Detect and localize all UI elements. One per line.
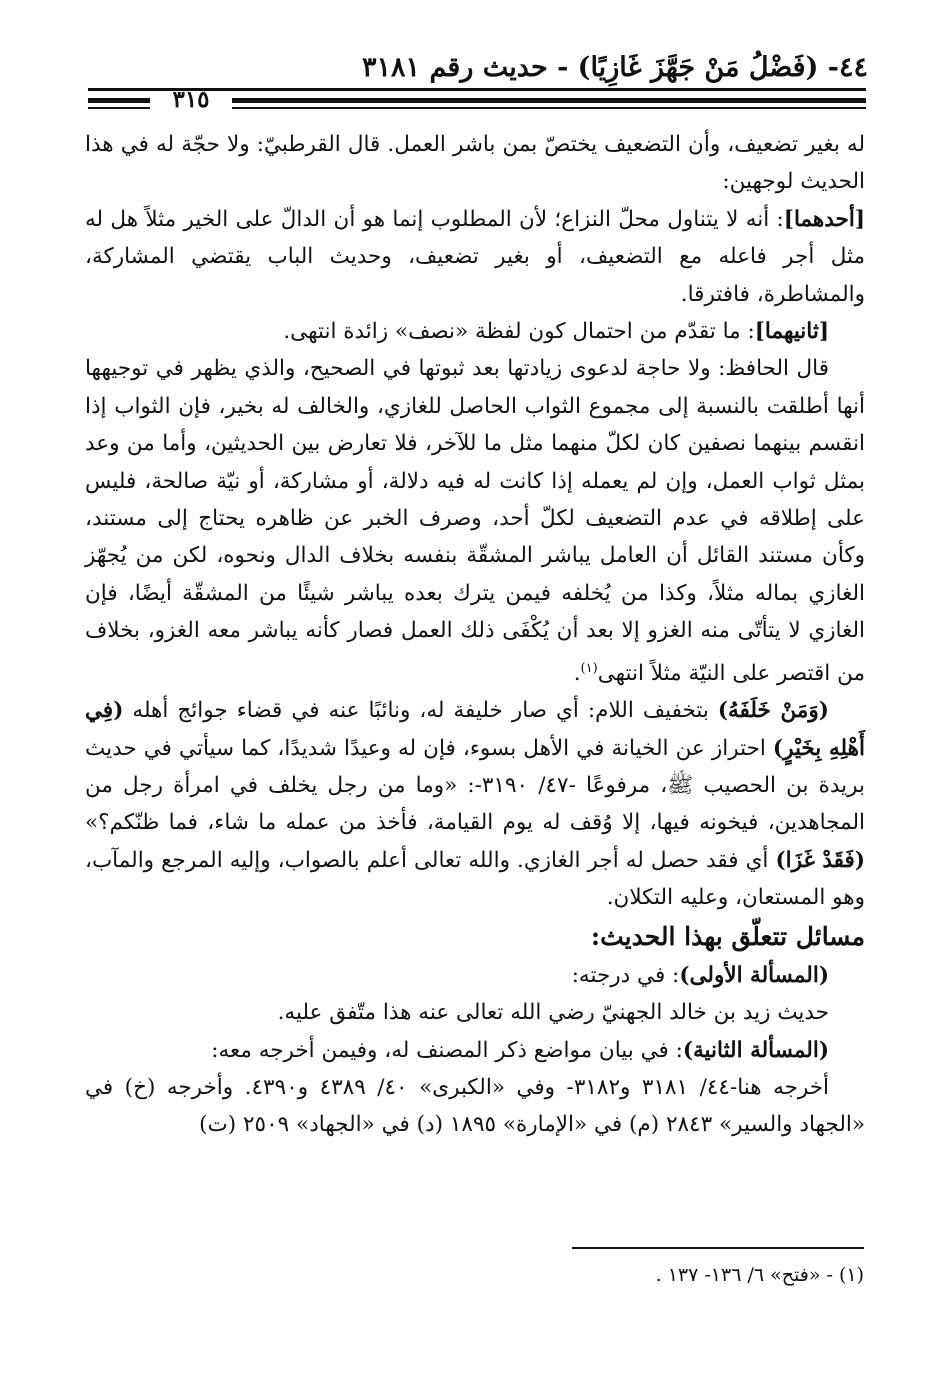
quote-label-2: (فِي أَهْلِهِ بِخَيْرٍ) [85, 698, 865, 761]
paragraph-5-text-1: بتخفيف اللام: أي صار خليفة له، ونائبًا عنه في قضاء جوائج أهله [123, 698, 718, 724]
paragraph-3 [85, 313, 865, 350]
footnote: (١) - «فتح» ٦/ ١٣٦- ١٣٧ . [655, 1264, 864, 1286]
issue-1-title: : في درجته: [571, 962, 680, 988]
header-rule-left-thin [88, 107, 150, 109]
paragraph-4-text: قال الحافظ: ولا حاجة لدعوى زيادتها بعد ثبوتها في الصحيح، والذي يظهر في توجيهها أنها أطلقت بالنسبة إلى مجموع الثواب الحاصل للغازي، والخالف له بخير، فإن الثواب إذا انقسم بينهما نصفين كان لكلّ منهما مثل ما للآخر، فلا تعارض بين الحديثين، وأما من وعد بمثل ثواب العمل، وإن لم يعمله إذا كانت له فيه دلالة، أو مشاركة، أو نيّة صالحة، فليس على إطلاقه في عدم التضعيف لكلّ أحد، وصرف الخبر عن ظاهره يحتاج إلى مستند، وكأن مستند القائل أن العامل يباشر المشقّة بنفسه بخلاف الدال ونحوه، لكن من يُجهّز الغازي بماله مثلاً، وكذا من يُخلفه فيمن يترك بعده يباشر شيئًا من المشقّة أيضًا، فإن الغازي لا يتأتّى منه الغزو إلا بعد أن يُكْفَى ذلك العمل فصار كأنه يباشر معه الغزو، بخلاف من اقتصر على النيّة مثلاً انتهى [85, 356, 865, 686]
issue-2-body: أخرجه هنا-٤٤/ ٣١٨١ و٣١٨٢- وفي «الكبرى» ٤٠/ ٤٣٨٩ و٤٣٩٠. وأخرجه (خ) في «الجهاد والسير» ٢٨٤٣ (م) في «الإمارة» ١٨٩٥ (د) في «الجهاد» ٢٥٠٩ (ت) [85, 1074, 865, 1138]
issue-1-body: حديث زيد بن خالد الجهنيّ رضي الله تعالى عنه هذا متّفق عليه. [277, 1000, 829, 1026]
quote-label-3: (فَقَدْ غَزَا) [775, 847, 865, 873]
paragraph-2 [85, 201, 865, 313]
page-body [85, 126, 865, 1144]
paragraph-4 [85, 350, 865, 692]
issue-2-title: : في بيان مواضع ذكر المصنف له، وفيمن أخرجه معه: [211, 1037, 683, 1063]
issue-2-label: (المسألة الثانية) [682, 1037, 829, 1063]
paragraph-2-text: : أنه لا يتناول محلّ النزاع؛ لأن المطلوب إنما هو أن الدالّ على الخير مثلاً هل له مثل أجر فاعله مع التضعيف، أو بغير تضعيف، وحديث الباب يقتضي المشاركة، والمشاطرة، فافترقا. [85, 206, 865, 307]
paragraph-1: له بغير تضعيف، وأن التضعيف يختصّ بمن باشر العمل. قال القرطبيّ: ولا حجّة له في هذا الحديث لوجهين: [85, 132, 865, 195]
label-first: [أحدهما] [783, 206, 865, 232]
section-heading: مسائل تتعلّق بهذا الحديث: [590, 921, 865, 951]
label-second: [ثانيهما] [754, 319, 829, 345]
paragraph-5-text-3: أي فقد حصل له أجر الغازي. والله تعالى أعلم بالصواب، وإليه المرجع والمآب، وهو المستعان، وعليه التكلان. [85, 847, 865, 911]
issue-1-label: (المسألة الأولى) [679, 962, 829, 988]
paragraph-3-text: : ما تقدّم من احتمال كون لفظة «نصف» زائدة انتهى. [283, 319, 755, 345]
issue-2-heading [85, 1032, 865, 1069]
chapter-title: ٤٤- (فَضْلُ مَنْ جَهَّزَ غَازِيًا) - حديث رقم ٣١٨١ [362, 52, 868, 83]
header-rule-right-thin [232, 107, 866, 109]
issue-1-heading [85, 957, 865, 994]
quote-label-1: (وَمَنْ خَلَفَهُ) [717, 698, 829, 724]
header-rule-left-thick [88, 98, 150, 103]
header-rule-right-thick [232, 98, 866, 103]
footnote-separator [572, 1247, 864, 1249]
paragraph-5 [85, 692, 865, 916]
footnote-ref: (١) [580, 660, 598, 676]
page-number: ٣١٥ [172, 86, 210, 113]
paragraph-5-text-2: احتراز عن الخيانة في الأهل بسوء، فإن له وعيدًا شديدًا، كما سيأتي في حديث بريدة بن الحصيب ﷺ، مرفوعًا -٤٧/ ٣١٩٠-: «وما من رجل يخلف في امرأة رجل من المجاهدين، فيخونه فيها، إلا وُقف له يوم القيامة، فأخذ من عمله ما شاء، فما ظنّكم؟» [85, 735, 865, 836]
paragraph-4-end: . [573, 660, 581, 686]
